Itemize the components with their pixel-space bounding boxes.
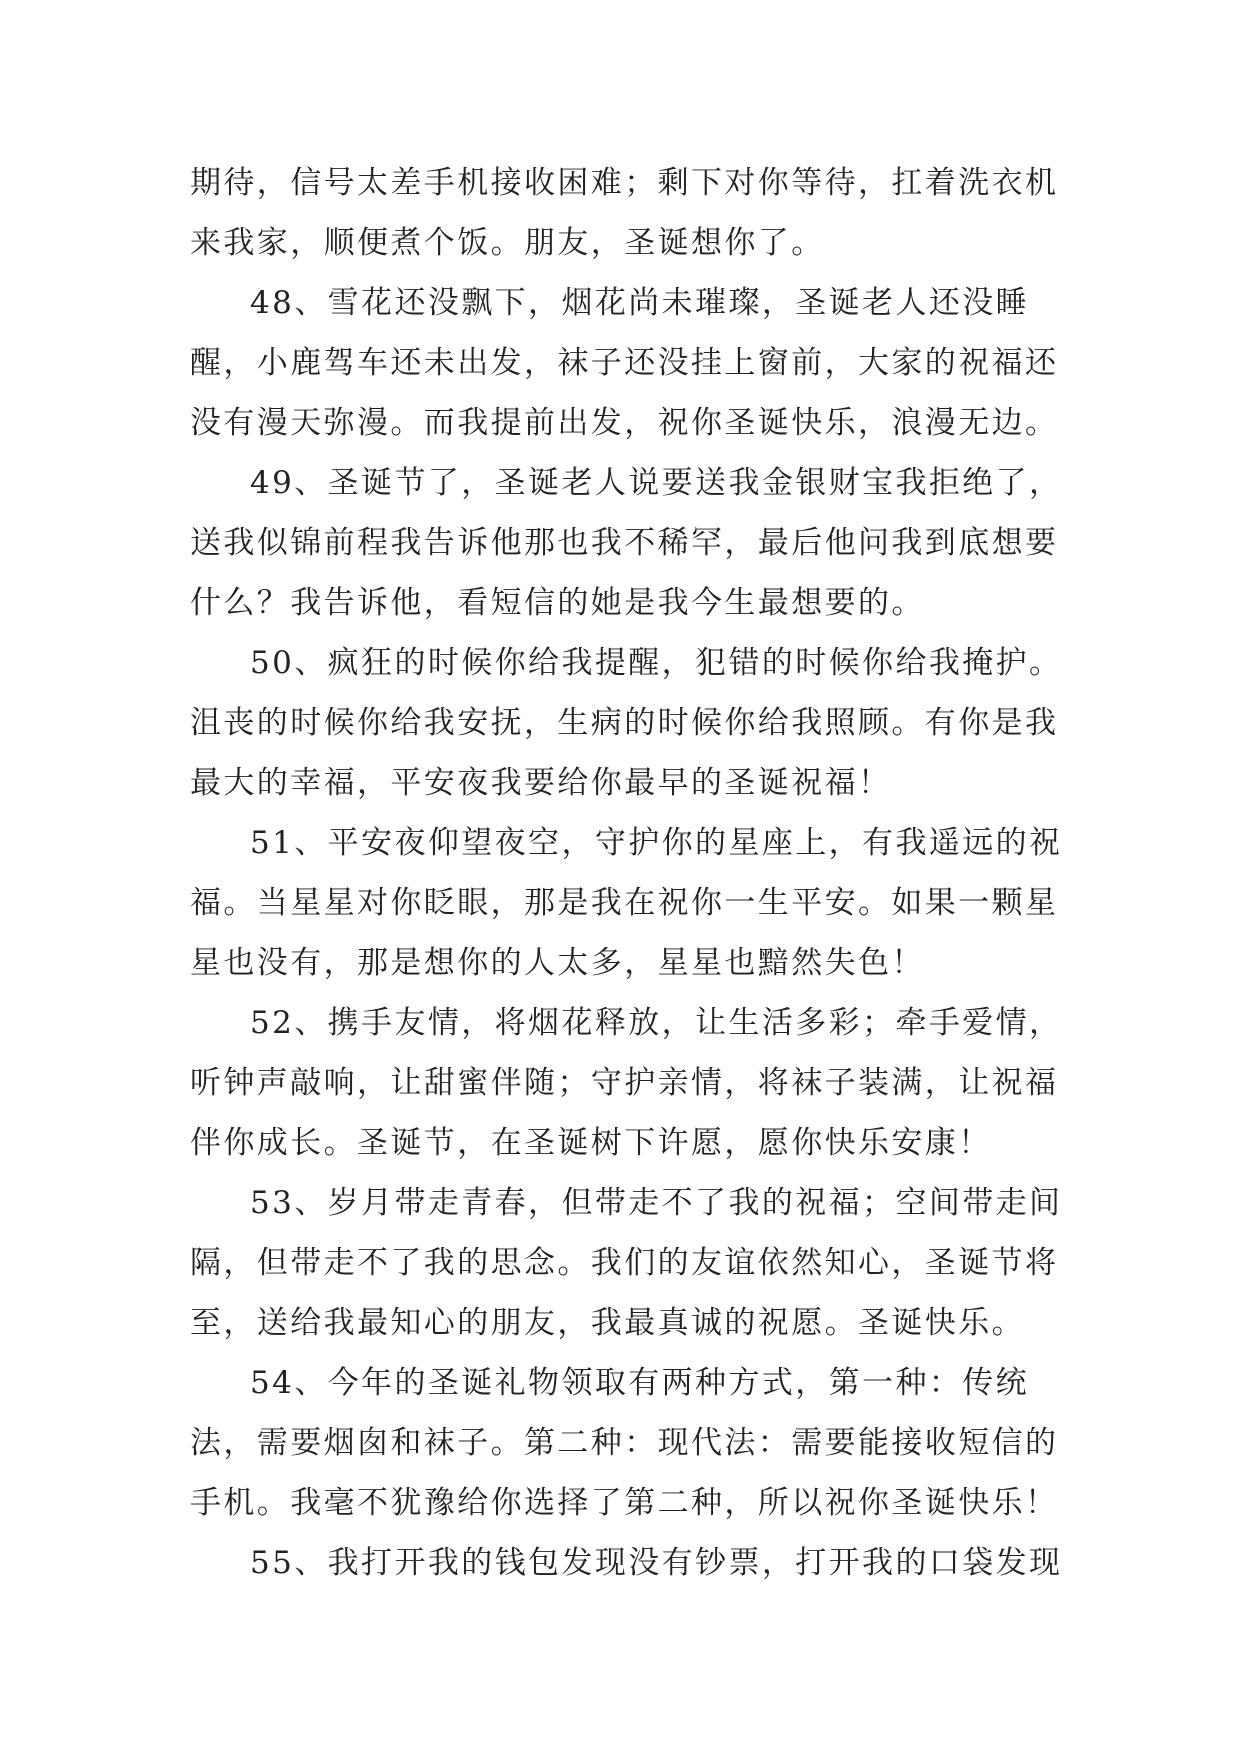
paragraph-49: 49、圣诞节了，圣诞老人说要送我金银财宝我拒绝了，送我似锦前程我告诉他那也我不稀罕，最后他问我到底想要什么？我告诉他，看短信的她是我今生最想要的。 — [190, 465, 1063, 621]
paragraph-52: 52、携手友情，将烟花释放，让生活多彩；牵手爱情，听钟声敲响，让甜蜜伴随；守护亲情，将袜子装满，让祝福伴你成长。圣诞节，在圣诞树下许愿，愿你快乐安康！ — [190, 1005, 1063, 1161]
paragraph-51: 51、平安夜仰望夜空，守护你的星座上，有我遥远的祝福。当星星对你眨眼，那是我在祝你一生平安。如果一颗星星也没有，那是想你的人太多，星星也黯然失色！ — [190, 825, 1063, 981]
paragraph-53: 53、岁月带走青春，但带走不了我的祝福；空间带走间隔，但带走不了我的思念。我们的友谊依然知心，圣诞节将至，送给我最知心的朋友，我最真诚的祝愿。圣诞快乐。 — [190, 1185, 1063, 1341]
paragraph-54: 54、今年的圣诞礼物领取有两种方式，第一种：传统法，需要烟囱和袜子。第二种：现代法：需要能接收短信的手机。我毫不犹豫给你选择了第二种，所以祝你圣诞快乐！ — [190, 1365, 1059, 1521]
document-body — [190, 153, 1070, 1593]
paragraph-50: 50、疯狂的时候你给我提醒，犯错的时候你给我掩护。沮丧的时候你给我安抚，生病的时候你给我照顾。有你是我最大的幸福，平安夜我要给你最早的圣诞祝福！ — [190, 645, 1063, 801]
paragraph-continuation: 期待，信号太差手机接收困难；剩下对你等待，扛着洗衣机来我家，顺便煮个饭。朋友，圣诞想你了。 — [190, 165, 1059, 261]
paragraph-55: 55、我打开我的钱包发现没有钞票，打开我的口袋发现 — [250, 1545, 1063, 1581]
paragraph-48: 48、雪花还没飘下，烟花尚未璀璨，圣诞老人还没睡醒，小鹿驾车还未出发，袜子还没挂上窗前，大家的祝福还没有漫天弥漫。而我提前出发，祝你圣诞快乐，浪漫无边。 — [190, 285, 1059, 441]
